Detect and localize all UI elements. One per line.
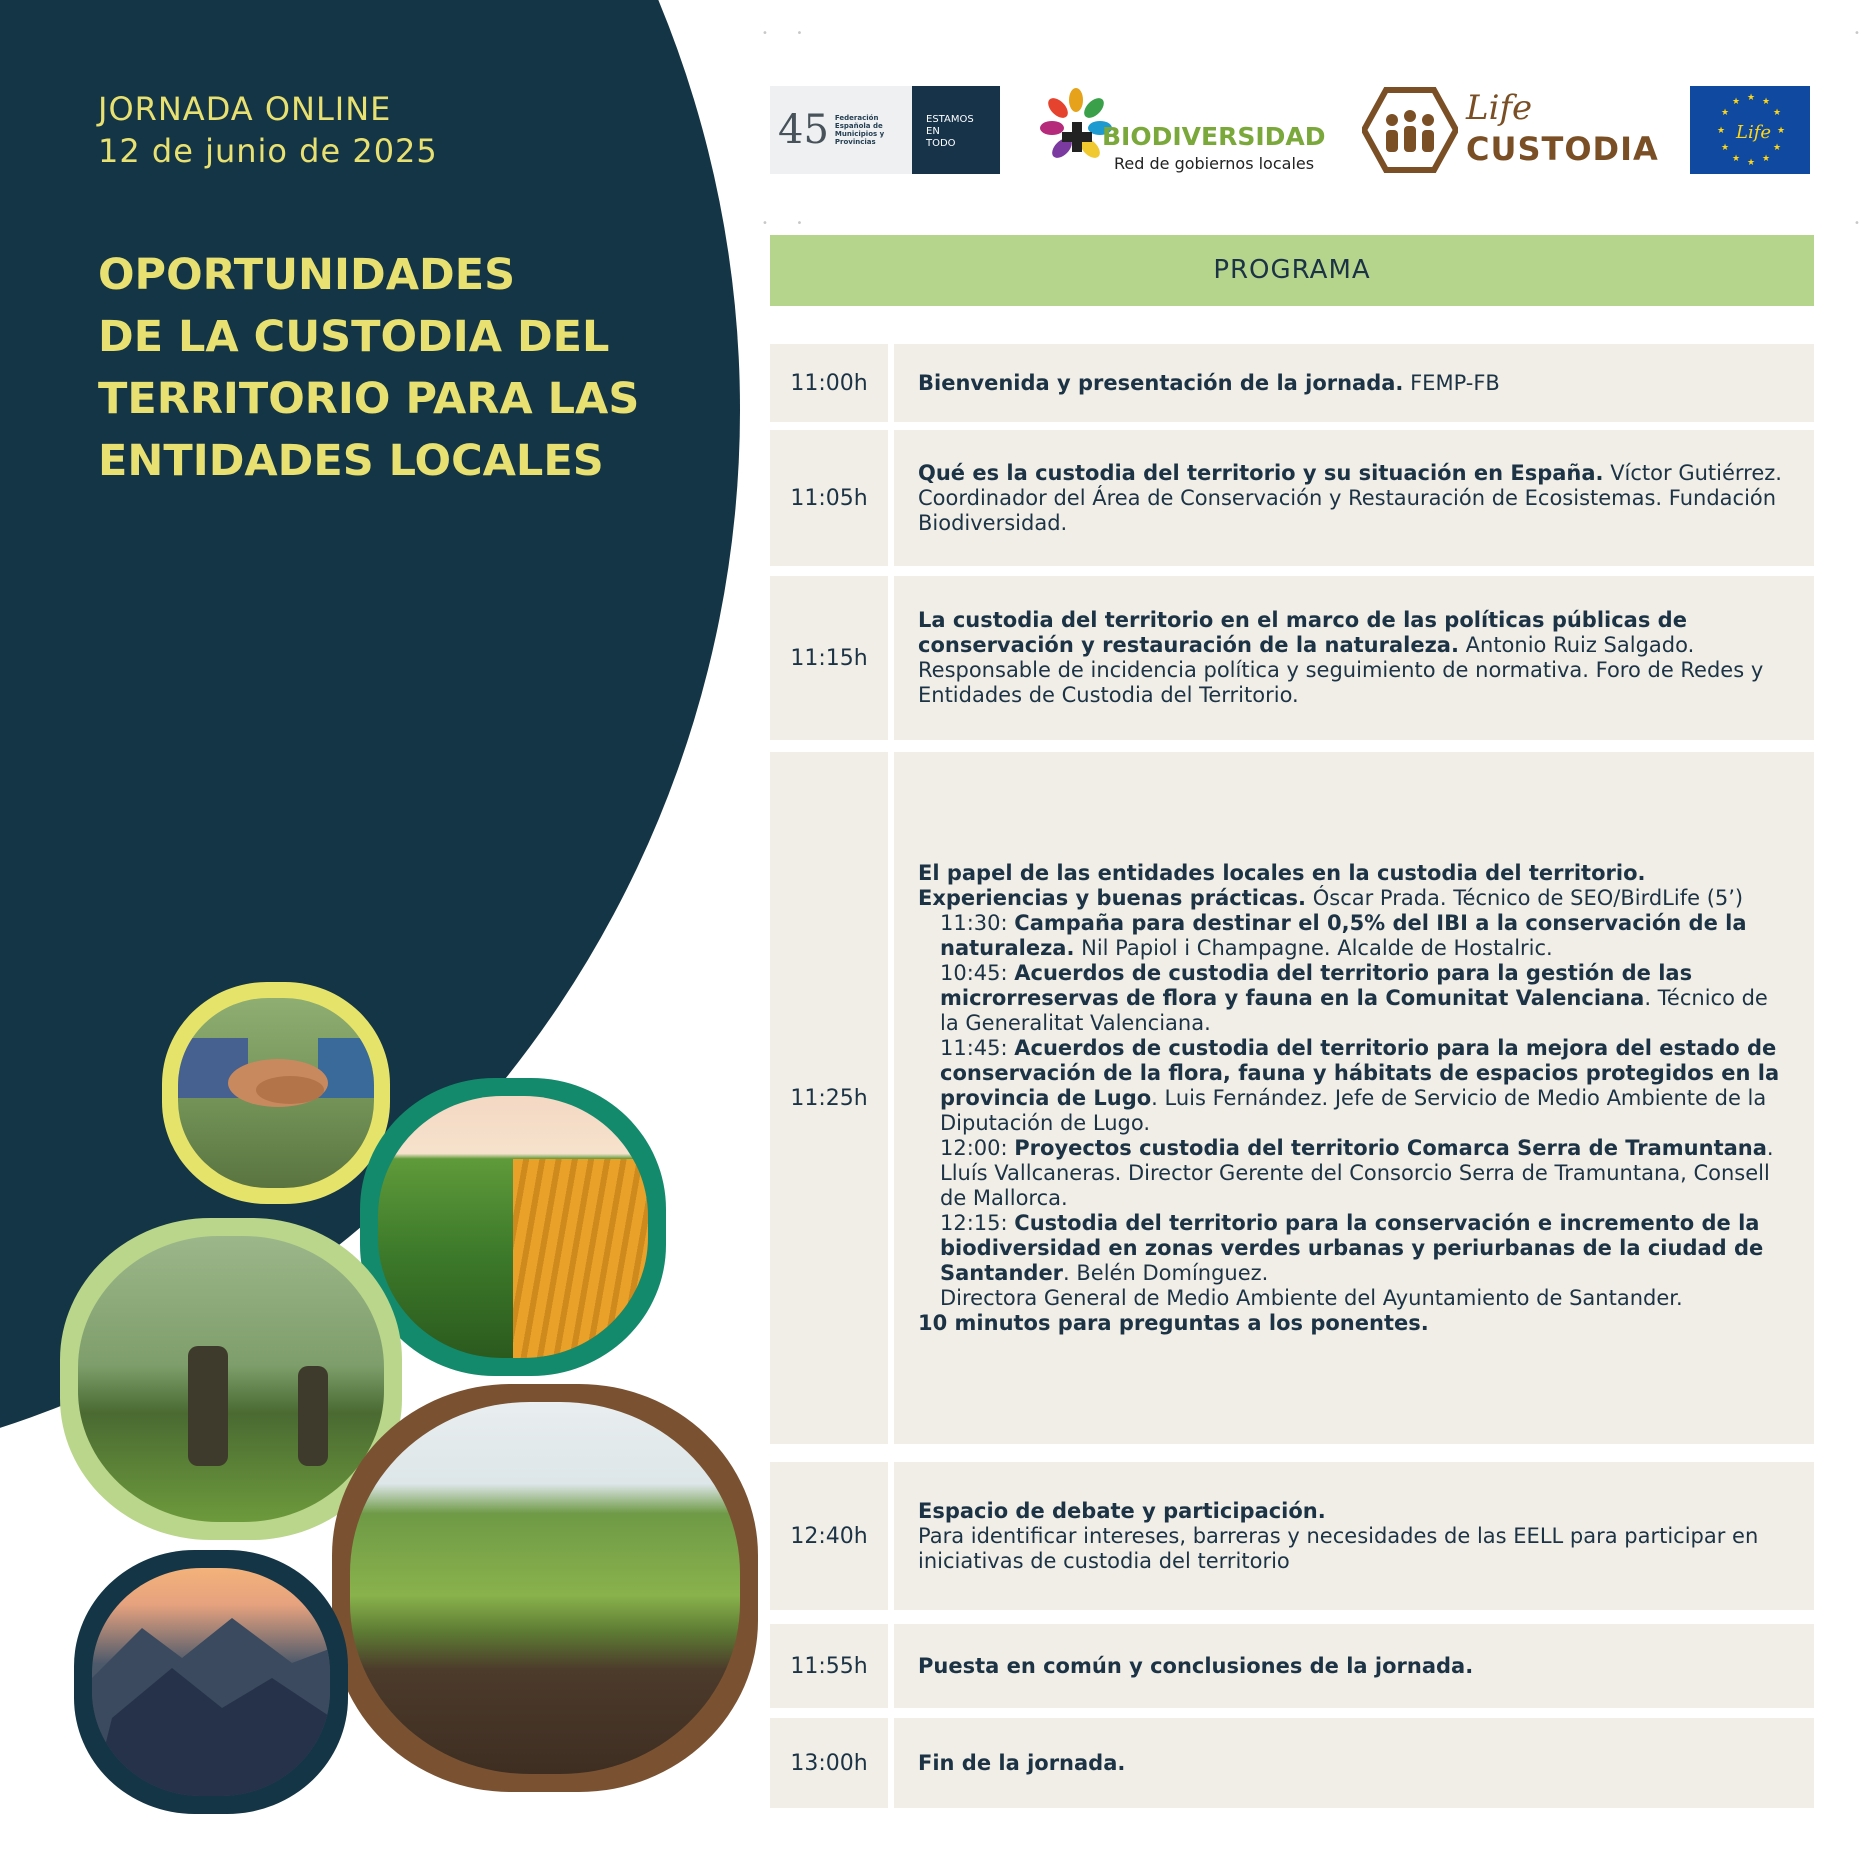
- program-detail: FEMP-FB: [1403, 370, 1500, 395]
- sub-time: 11:30:: [940, 910, 1015, 935]
- sub-detail: . Técnico de la Generalitat Valenciana.: [940, 985, 1768, 1035]
- title-line: OPORTUNIDADES: [98, 250, 516, 300]
- svg-text:★: ★: [1747, 93, 1756, 103]
- biodiversidad-name: BIODIVERSIDAD: [1102, 122, 1326, 151]
- sub-item: [918, 961, 1786, 1036]
- program-row: [770, 1462, 1814, 1610]
- program-row: [770, 576, 1814, 740]
- program-content: [894, 1462, 1814, 1610]
- event-type: JORNADA ONLINE: [98, 90, 392, 128]
- sub-detail: . Belén Domínguez.: [1063, 1260, 1269, 1285]
- femp-tag-line: EN: [926, 126, 940, 137]
- eu-life-text: Life: [1736, 122, 1772, 143]
- sub-title: Campaña para destinar el 0,5% del IBI a la conservación de la naturaleza.: [940, 910, 1747, 960]
- decorative-dots: •: [1854, 28, 1860, 39]
- page-title: [98, 244, 698, 492]
- sub-title: Proyectos custodia del territorio Comarca Serra de Tramuntana: [1014, 1135, 1767, 1160]
- program-content: [894, 1718, 1814, 1808]
- sub-detail: Directora General de Medio Ambiente del Ayuntamiento de Santander.: [940, 1285, 1683, 1310]
- decorative-dots: • •: [762, 28, 803, 39]
- program-content: [894, 1624, 1814, 1708]
- femp-name-line: Española de: [834, 122, 883, 130]
- biodiversidad-subtitle: Red de gobiernos locales: [1114, 154, 1315, 173]
- femp-logo: [770, 86, 1000, 174]
- program-row: [770, 752, 1814, 1444]
- program-title: Puesta en común y conclusiones de la jornada.: [918, 1653, 1474, 1678]
- femp-tag-line: TODO: [926, 138, 956, 149]
- program-time: 12:40h: [770, 1462, 888, 1610]
- program-detail: Óscar Prada. Técnico de SEO/BirdLife (5’): [1306, 885, 1744, 910]
- femp-name-line: Provincias: [834, 138, 876, 146]
- femp-name-line: Federación: [834, 114, 879, 122]
- eu-stars-icon: [1690, 86, 1810, 174]
- title-line: DE LA CUSTODIA DEL: [98, 312, 610, 362]
- program-detail: Para identificar intereses, barreras y necesidades de las EELL para participar en iniciativas de custodia del territorio: [918, 1523, 1759, 1573]
- sub-item: [918, 1211, 1786, 1311]
- program-title: Fin de la jornada.: [918, 1750, 1126, 1775]
- sub-title: Custodia del territorio para la conservación e incremento de la biodiversidad en zonas verdes urbanas y periurbanas de la ciudad de Santander: [940, 1210, 1764, 1285]
- sub-item: [918, 911, 1786, 961]
- program-row: [770, 344, 1814, 422]
- sub-detail: . Luis Fernández. Jefe de Servicio de Medio Ambiente de la Diputación de Lugo.: [940, 1085, 1767, 1135]
- program-row: [770, 1718, 1814, 1808]
- svg-text:★: ★: [1717, 126, 1726, 136]
- sub-time: 10:45:: [940, 960, 1015, 985]
- eu-life-logo: [1690, 86, 1810, 174]
- sub-detail: . Lluís Vallcaneras. Director Gerente del Consorcio Serra de Tramuntana, Consell de Mallorca.: [940, 1135, 1774, 1210]
- program-time: 11:55h: [770, 1624, 888, 1708]
- countryside-photo: [332, 1384, 758, 1792]
- program-title: La custodia del territorio en el marco de las políticas públicas de conservación y restauración de la naturaleza.: [918, 608, 1687, 657]
- femp-number: 45: [778, 107, 829, 153]
- program-content: [894, 430, 1814, 566]
- logo-bar: [770, 86, 1810, 174]
- event-header: [98, 88, 438, 172]
- program-detail: Antonio Ruiz Salgado. Responsable de incidencia política y seguimiento de normativa. Foro de Redes y Entidades de Custodia del Territorio.: [918, 633, 1764, 707]
- program-time: 11:00h: [770, 344, 888, 422]
- decorative-dots: •: [1854, 218, 1860, 229]
- svg-text:★: ★: [1773, 108, 1782, 118]
- program-time: 11:25h: [770, 752, 888, 1444]
- title-line: TERRITORIO PARA LAS: [98, 374, 640, 424]
- program-title: El papel de las entidades locales en la custodia del territorio. Experiencias y buenas prácticas.: [918, 860, 1646, 910]
- svg-text:★: ★: [1732, 154, 1741, 164]
- custodia-name: CUSTODIA: [1466, 130, 1659, 168]
- femp-name-line: Municipios y: [834, 130, 885, 138]
- sub-time: 12:00:: [940, 1135, 1015, 1160]
- event-date: 12 de junio de 2025: [98, 132, 438, 170]
- crop-field-photo: [360, 1078, 666, 1376]
- program-title: Qué es la custodia del territorio y su situación en España.: [918, 460, 1604, 485]
- programa-heading: PROGRAMA: [770, 235, 1814, 306]
- life-custodia-logo: [1362, 86, 1662, 174]
- svg-text:★: ★: [1773, 143, 1782, 153]
- femp-tag-line: ESTAMOS: [926, 114, 974, 125]
- program-content: [894, 576, 1814, 740]
- people-hexagon-icon: [1362, 86, 1458, 174]
- program-row: [770, 430, 1814, 566]
- svg-text:★: ★: [1747, 158, 1756, 168]
- program-content: [894, 344, 1814, 422]
- svg-text:★: ★: [1777, 126, 1786, 136]
- program-time: 13:00h: [770, 1718, 888, 1808]
- sub-title: Acuerdos de custodia del territorio para la gestión de las microrreservas de flora y fauna en la Comunitat Valenciana: [940, 960, 1693, 1010]
- handshake-icon: [178, 998, 374, 1188]
- sub-time: 11:45:: [940, 1035, 1015, 1060]
- program-content: [894, 752, 1814, 1444]
- program-closing: 10 minutos para preguntas a los ponentes.: [918, 1310, 1429, 1335]
- program-time: 11:05h: [770, 430, 888, 566]
- decorative-dots: • •: [762, 218, 803, 229]
- title-line: ENTIDADES LOCALES: [98, 436, 604, 486]
- svg-text:★: ★: [1721, 143, 1730, 153]
- sub-time: 12:15:: [940, 1210, 1015, 1235]
- svg-text:★: ★: [1732, 97, 1741, 107]
- sub-item: [918, 1136, 1786, 1211]
- sub-title: Acuerdos de custodia del territorio para la mejora del estado de conservación de la flora, fauna y hábitats de espacios protegidos en la provincia de Lugo: [940, 1035, 1780, 1110]
- program-title: Bienvenida y presentación de la jornada.: [918, 370, 1404, 395]
- svg-text:★: ★: [1762, 154, 1771, 164]
- program-title: Espacio de debate y participación.: [918, 1498, 1326, 1523]
- custodia-life-text: Life: [1466, 88, 1533, 128]
- program-time: 11:15h: [770, 576, 888, 740]
- sub-item: [918, 1036, 1786, 1136]
- mountains-photo: [74, 1550, 348, 1814]
- program-detail: Víctor Gutiérrez. Coordinador del Área de Conservación y Restauración de Ecosistemas. Fundación Biodiversidad.: [918, 460, 1782, 535]
- mountain-icon: [92, 1568, 330, 1796]
- handshake-photo: [162, 982, 390, 1204]
- svg-text:★: ★: [1762, 97, 1771, 107]
- program-row: [770, 1624, 1814, 1708]
- sub-detail: Nil Papiol i Champagne. Alcalde de Hostalric.: [1074, 935, 1553, 960]
- biodiversidad-logo: [1038, 86, 1328, 174]
- svg-text:★: ★: [1721, 108, 1730, 118]
